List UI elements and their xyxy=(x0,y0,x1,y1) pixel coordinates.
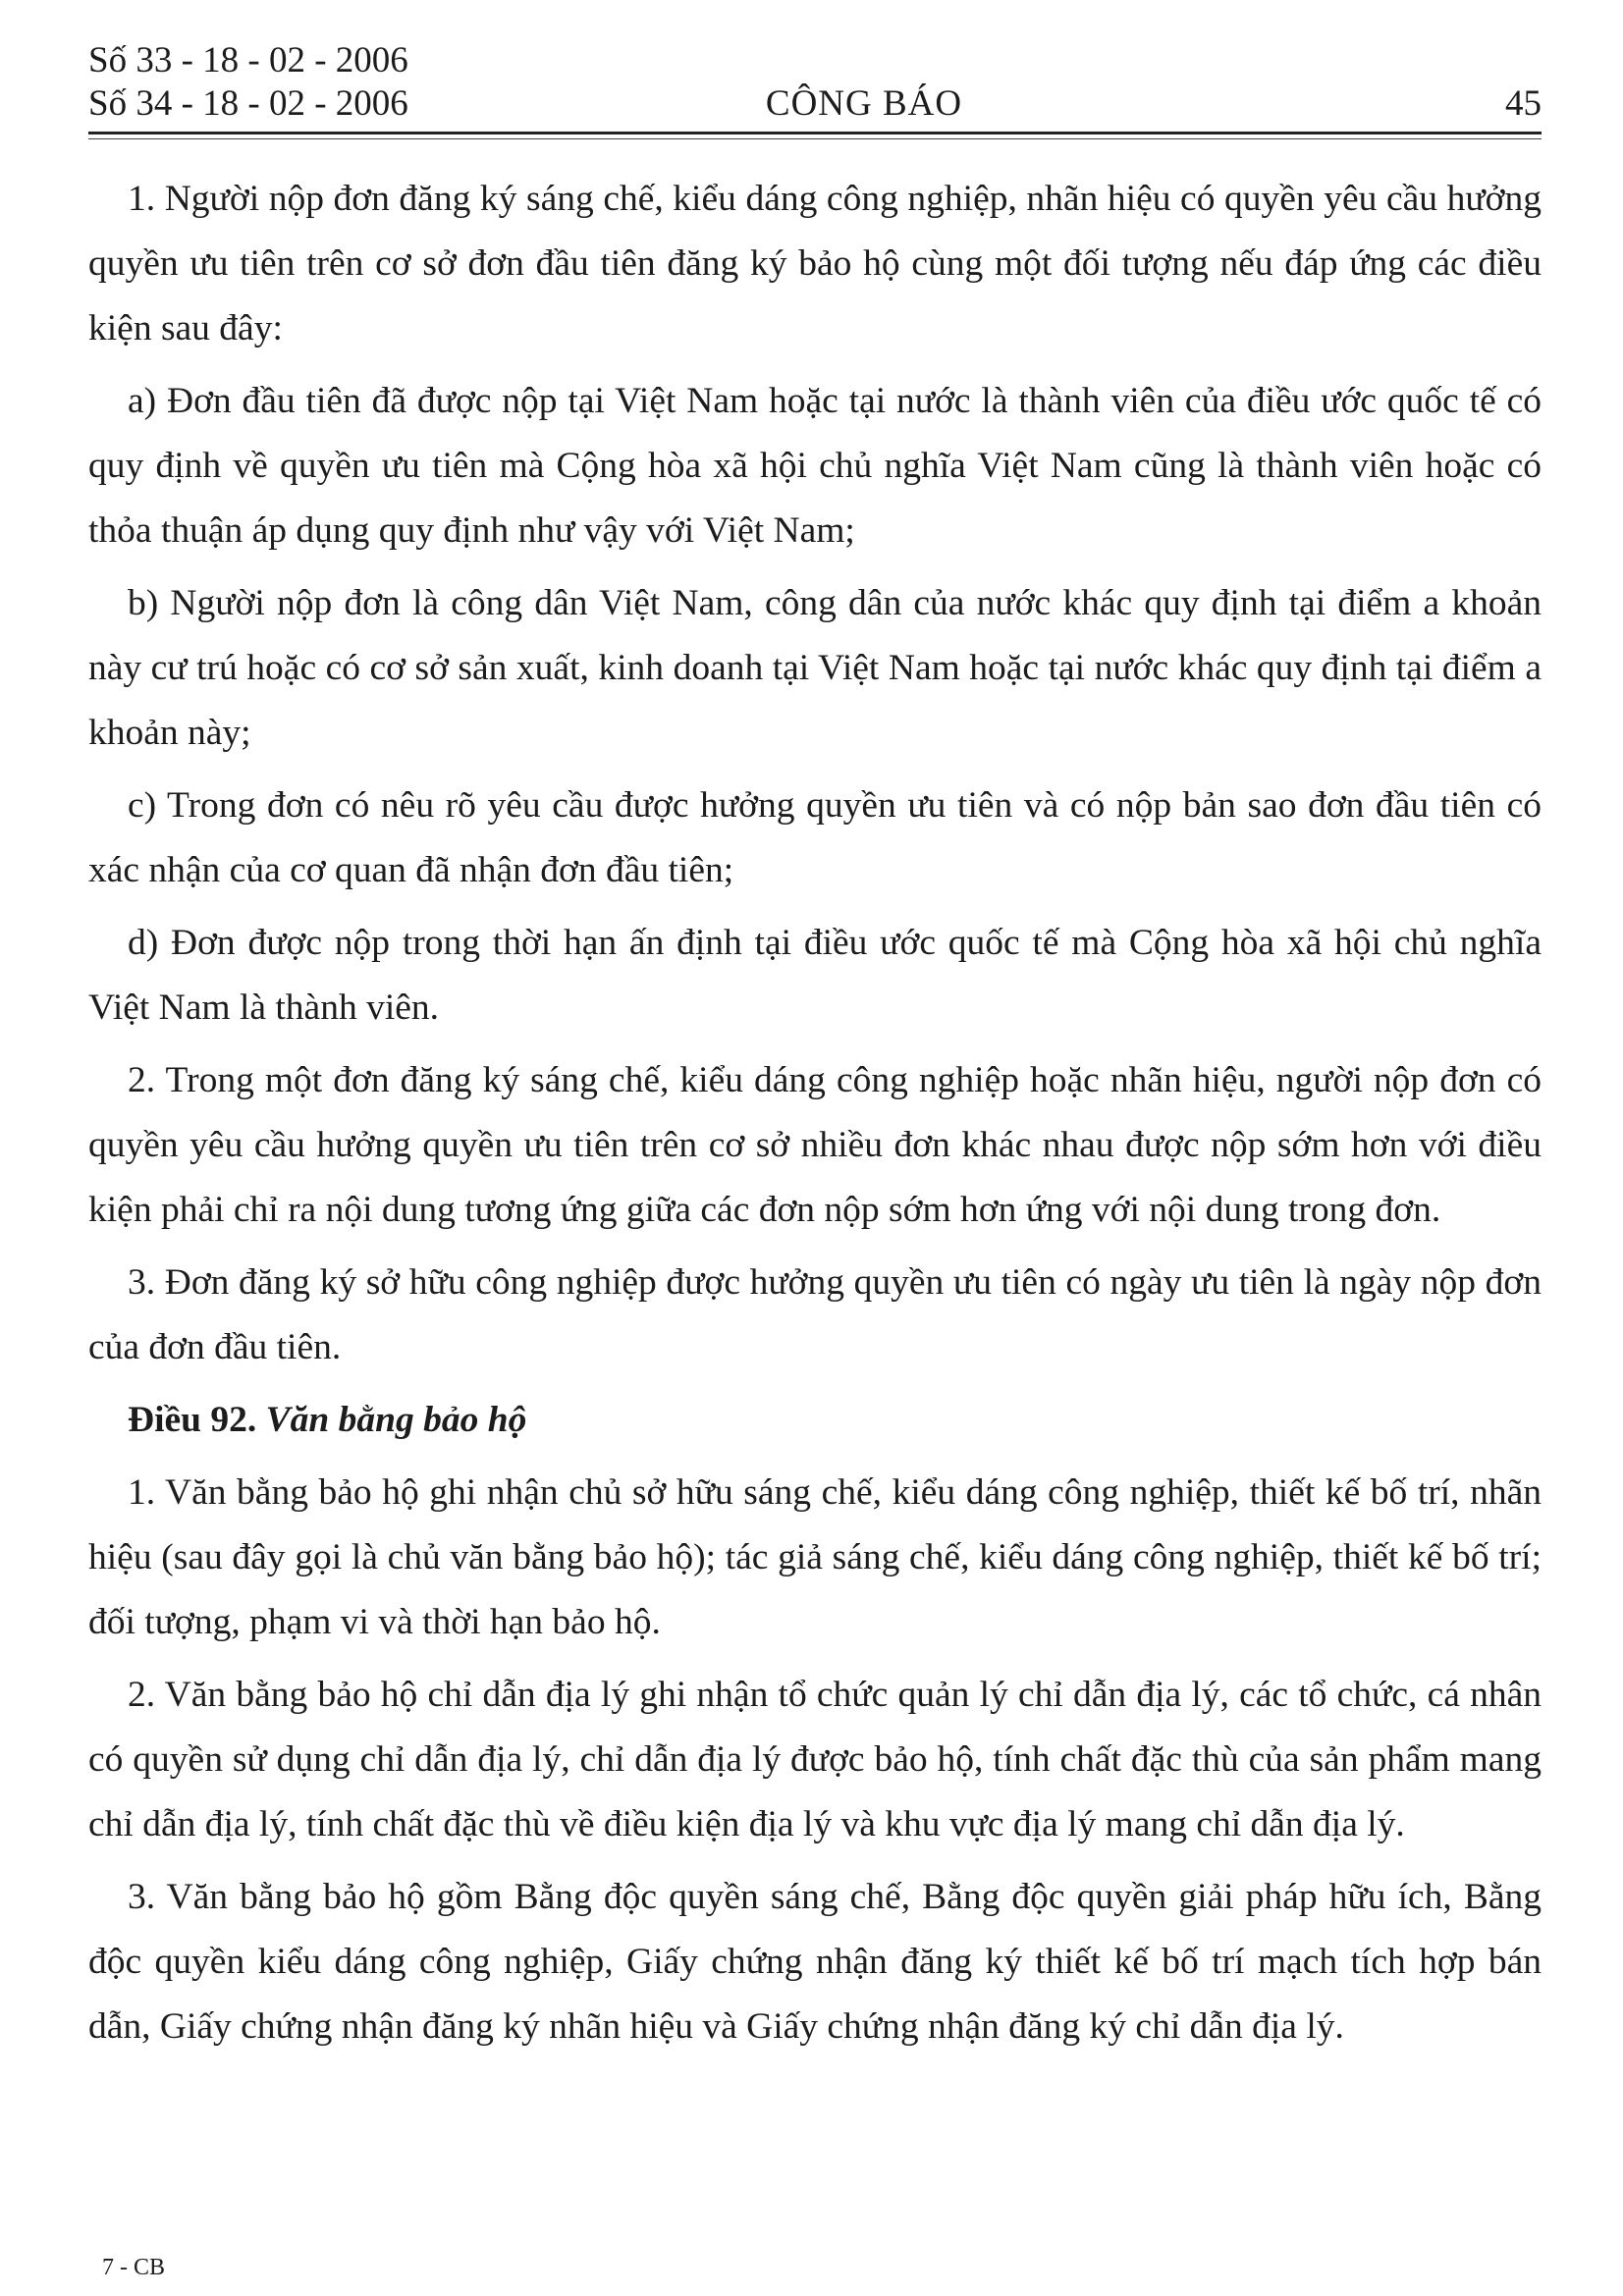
page-number: 45 xyxy=(1505,83,1542,124)
article-92-paragraph-3: 3. Văn bằng bảo hộ gồm Bằng độc quyền sáng chế, Bằng độc quyền giải pháp hữu ích, Bằng độc quyền kiểu dáng công nghiệp, Giấy chứng nhận đăng ký thiết kế bố trí mạch tích hợp bán dẫn, Giấy chứng nhận đăng ký nhãn hiệu và Giấy chứng nhận đăng ký chỉ dẫn địa lý. xyxy=(88,1877,1542,2047)
article-number: Điều 92. xyxy=(128,1400,257,1440)
paragraph-2: 2. Trong một đơn đăng ký sáng chế, kiểu dáng công nghiệp hoặc nhãn hiệu, người nộp đơn có quyền yêu cầu hưởng quyền ưu tiên trên cơ sở nhiều đơn khác nhau được nộp sớm hơn với điều kiện phải chỉ ra nội dung tương ứng giữa các đơn nộp sớm hơn ứng với nội dung trong đơn. xyxy=(88,1060,1542,1230)
issue-number-2: Số 34 - 18 - 02 - 2006 xyxy=(88,83,408,124)
gazette-title: CÔNG BÁO xyxy=(765,83,963,124)
page-header xyxy=(88,39,1542,128)
article-92-paragraph-2: 2. Văn bằng bảo hộ chỉ dẫn địa lý ghi nhận tổ chức quản lý chỉ dẫn địa lý, các tổ chức, cá nhân có quyền sử dụng chỉ dẫn địa lý, chỉ dẫn địa lý được bảo hộ, tính chất đặc thù của sản phẩm mang chỉ dẫn địa lý, tính chất đặc thù về điều kiện địa lý và khu vực địa lý mang chỉ dẫn địa lý. xyxy=(88,1675,1542,1844)
paragraph-1a: a) Đơn đầu tiên đã được nộp tại Việt Nam hoặc tại nước là thành viên của điều ước quốc tế có quy định về quyền ưu tiên mà Cộng hòa xã hội chủ nghĩa Việt Nam cũng là thành viên hoặc có thỏa thuận áp dụng quy định như vậy với Việt Nam; xyxy=(88,381,1542,551)
header-rule-thin xyxy=(88,138,1542,139)
paragraph-1b: b) Người nộp đơn là công dân Việt Nam, công dân của nước khác quy định tại điểm a khoản này cư trú hoặc có cơ sở sản xuất, kinh doanh tại Việt Nam hoặc tại nước khác quy định tại điểm a khoản này; xyxy=(88,583,1542,753)
article-title: Văn bằng bảo hộ xyxy=(265,1400,527,1440)
paragraph-1: 1. Người nộp đơn đăng ký sáng chế, kiểu dáng công nghiệp, nhãn hiệu có quyền yêu cầu hưởng quyền ưu tiên trên cơ sở đơn đầu tiên đăng ký bảo hộ cùng một đối tượng nếu đáp ứng các điều kiện sau đây: xyxy=(88,179,1542,348)
document-body xyxy=(88,167,1542,2067)
sheet-mark: 7 - CB xyxy=(102,2255,166,2280)
paragraph-1d: d) Đơn được nộp trong thời hạn ấn định tại điều ước quốc tế mà Cộng hòa xã hội chủ nghĩa Việt Nam là thành viên. xyxy=(88,923,1542,1028)
article-heading xyxy=(88,1388,1542,1453)
article-92-paragraph-1: 1. Văn bằng bảo hộ ghi nhận chủ sở hữu sáng chế, kiểu dáng công nghiệp, thiết kế bố trí, nhãn hiệu (sau đây gọi là chủ văn bằng bảo hộ); tác giả sáng chế, kiểu dáng công nghiệp, thiết kế bố trí; đối tượng, phạm vi và thời hạn bảo hộ. xyxy=(88,1472,1542,1642)
paragraph-1c: c) Trong đơn có nêu rõ yêu cầu được hưởng quyền ưu tiên và có nộp bản sao đơn đầu tiên có xác nhận của cơ quan đã nhận đơn đầu tiên; xyxy=(88,785,1542,890)
paragraph-3: 3. Đơn đăng ký sở hữu công nghiệp được hưởng quyền ưu tiên có ngày ưu tiên là ngày nộp đơn của đơn đầu tiên. xyxy=(88,1262,1542,1367)
header-rule-thick xyxy=(88,132,1542,134)
issue-number-1: Số 33 - 18 - 02 - 2006 xyxy=(88,40,408,80)
